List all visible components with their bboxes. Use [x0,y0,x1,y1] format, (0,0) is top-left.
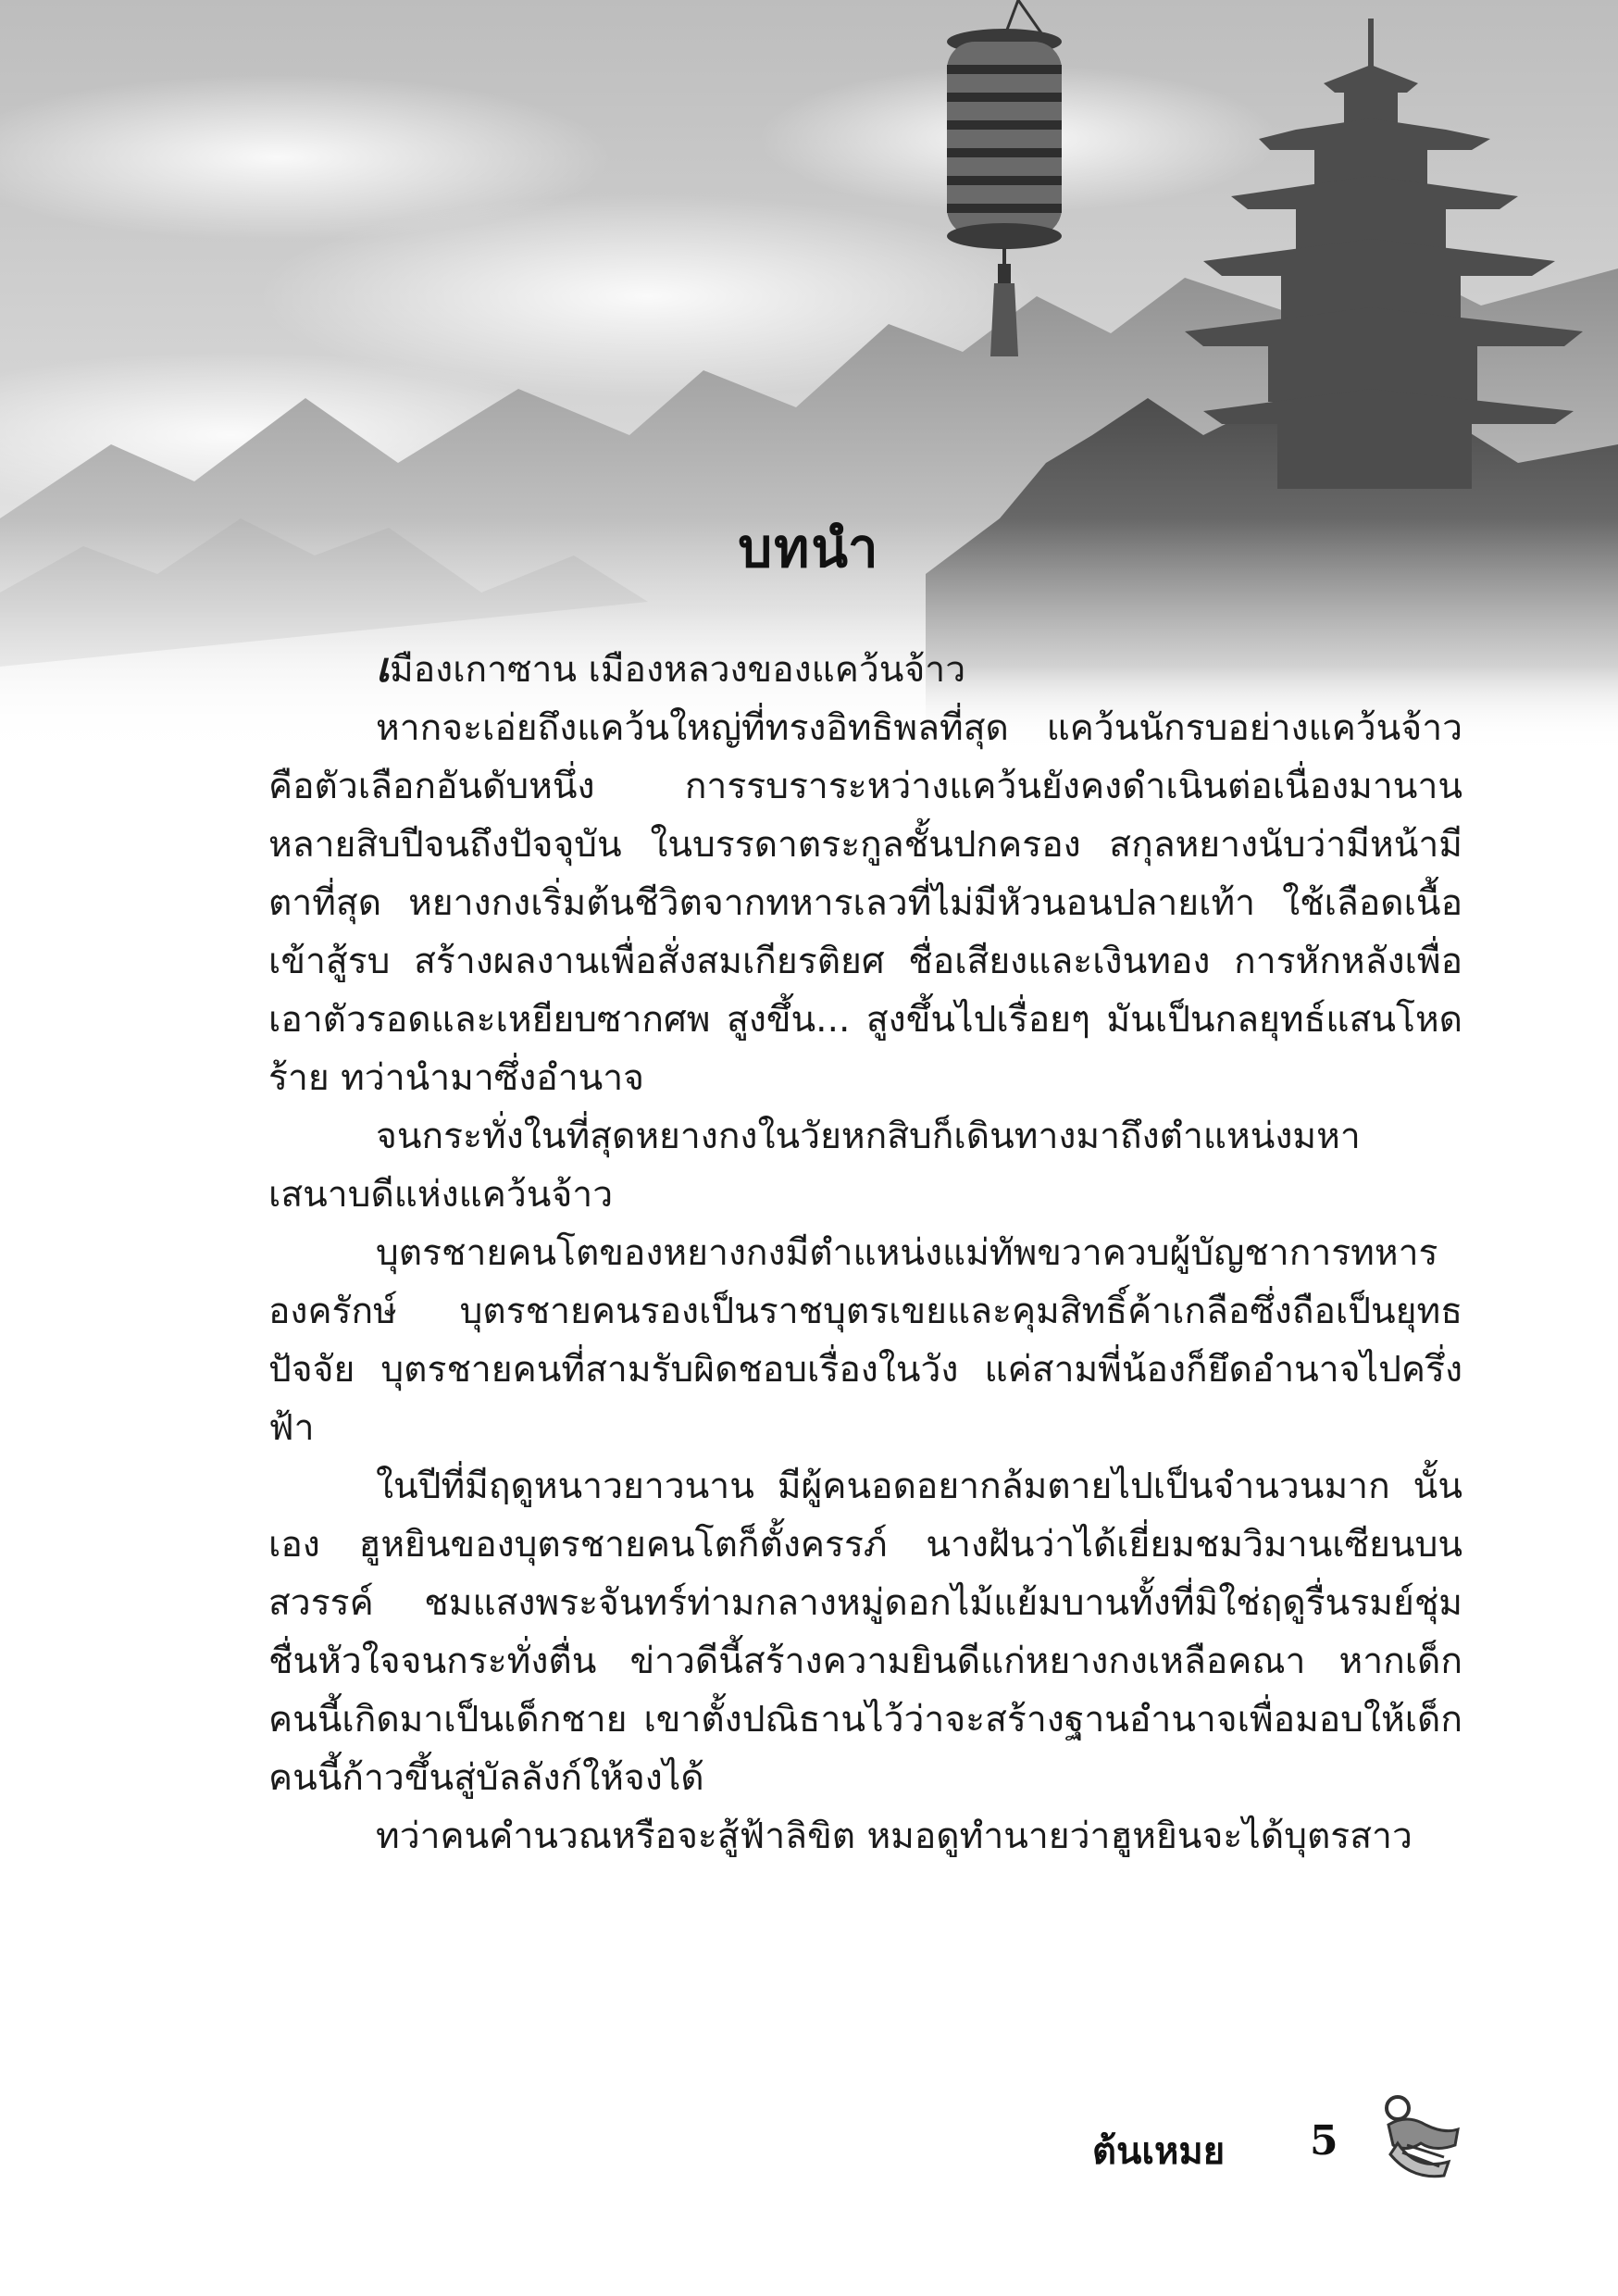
page-footer [1092,2115,1481,2190]
drop-cap: เ [376,644,391,692]
paragraph: จนกระทั่งในที่สุดหยางกงในวัยหกสิบก็เดินทางมาถึงตำแหน่งมหาเสนาบดีแห่งแคว้นจ้าว [268,1116,1361,1216]
paragraph: หากจะเอ่ยถึงแคว้นใหญ่ที่ทรงอิทธิพลที่สุด แคว้นนักรบอย่างแคว้นจ้าวคือตัวเลือกอันดับหนึ่ง การรบราระหว่างแคว้นยังคงดำเนินต่อเนื่องมานานหลายสิบปีจนถึงปัจจุบัน ในบรรดาตระกูลชั้นปกครอง สกุลหยางนับว่ามีหน้ามีตาที่สุด หยางกงเริ่มต้นชีวิตจากทหารเลวที่ไม่มีหัวนอนปลายเท้า ใช้เลือดเนื้อเข้าสู้รบ สร้างผลงานเพื่อสั่งสมเกียรติยศ ชื่อเสียงและเงินทอง การหักหลังเพื่อเอาตัวรอดและเหยียบซากศพ สูงขึ้น... สูงขึ้นไปเรื่อยๆ มันเป็นกลยุทธ์แสนโหดร้าย ทว่านำมาซึ่งอำนาจ [268,707,1462,1099]
figure-emblem-icon [1370,2088,1472,2193]
paragraph: ทว่าคนคำนวณหรือจะสู้ฟ้าลิขิต หมอดูทำนายว่าฮูหยินจะได้บุตรสาว [376,1816,1413,1857]
body-text [268,639,1462,1866]
book-title: ต้นเหมย [1092,2129,1226,2173]
page-number: 5 [1310,2117,1338,2165]
paragraph: บุตรชายคนโตของหยางกงมีตำแหน่งแม่ทัพขวาควบผู้บัญชาการทหารองครักษ์ บุตรชายคนรองเป็นราชบุตรเขยและคุมสิทธิ์ค้าเกลือซึ่งถือเป็นยุทธปัจจัย บุตรชายคนที่สามรับผิดชอบเรื่องในวัง แค่สามพี่น้องก็ยึดอำนาจไปครึ่งฟ้า [268,1232,1462,1449]
paragraph: ในปีที่มีฤดูหนาวยาวนาน มีผู้คนอดอยากล้มตายไปเป็นจำนวนมาก นั้นเอง ฮูหยินของบุตรชายคนโตก็ตั้งครรภ์ นางฝันว่าได้เยี่ยมชมวิมานเซียนบนสวรรค์ ชมแสงพระจันทร์ท่ามกลางหมู่ดอกไม้แย้มบานทั้งที่มิใช่ฤดูรื่นรมย์ชุ่มชื่นหัวใจจนกระทั่งตื่น ข่าวดีนี้สร้างความยินดีแก่หยางกงเหลือคณา หากเด็กคนนี้เกิดมาเป็นเด็กชาย เขาตั้งปณิธานไว้ว่าจะสร้างฐานอำนาจเพื่อมอบให้เด็กคนนี้ก้าวขึ้นสู่บัลลังก์ให้จงได้ [268,1466,1462,1799]
opening-line-text: มืองเกาซาน เมืองหลวงของแคว้นจ้าว [390,649,966,691]
opening-line [268,639,1462,699]
chapter-title: บทนำ [738,517,880,580]
